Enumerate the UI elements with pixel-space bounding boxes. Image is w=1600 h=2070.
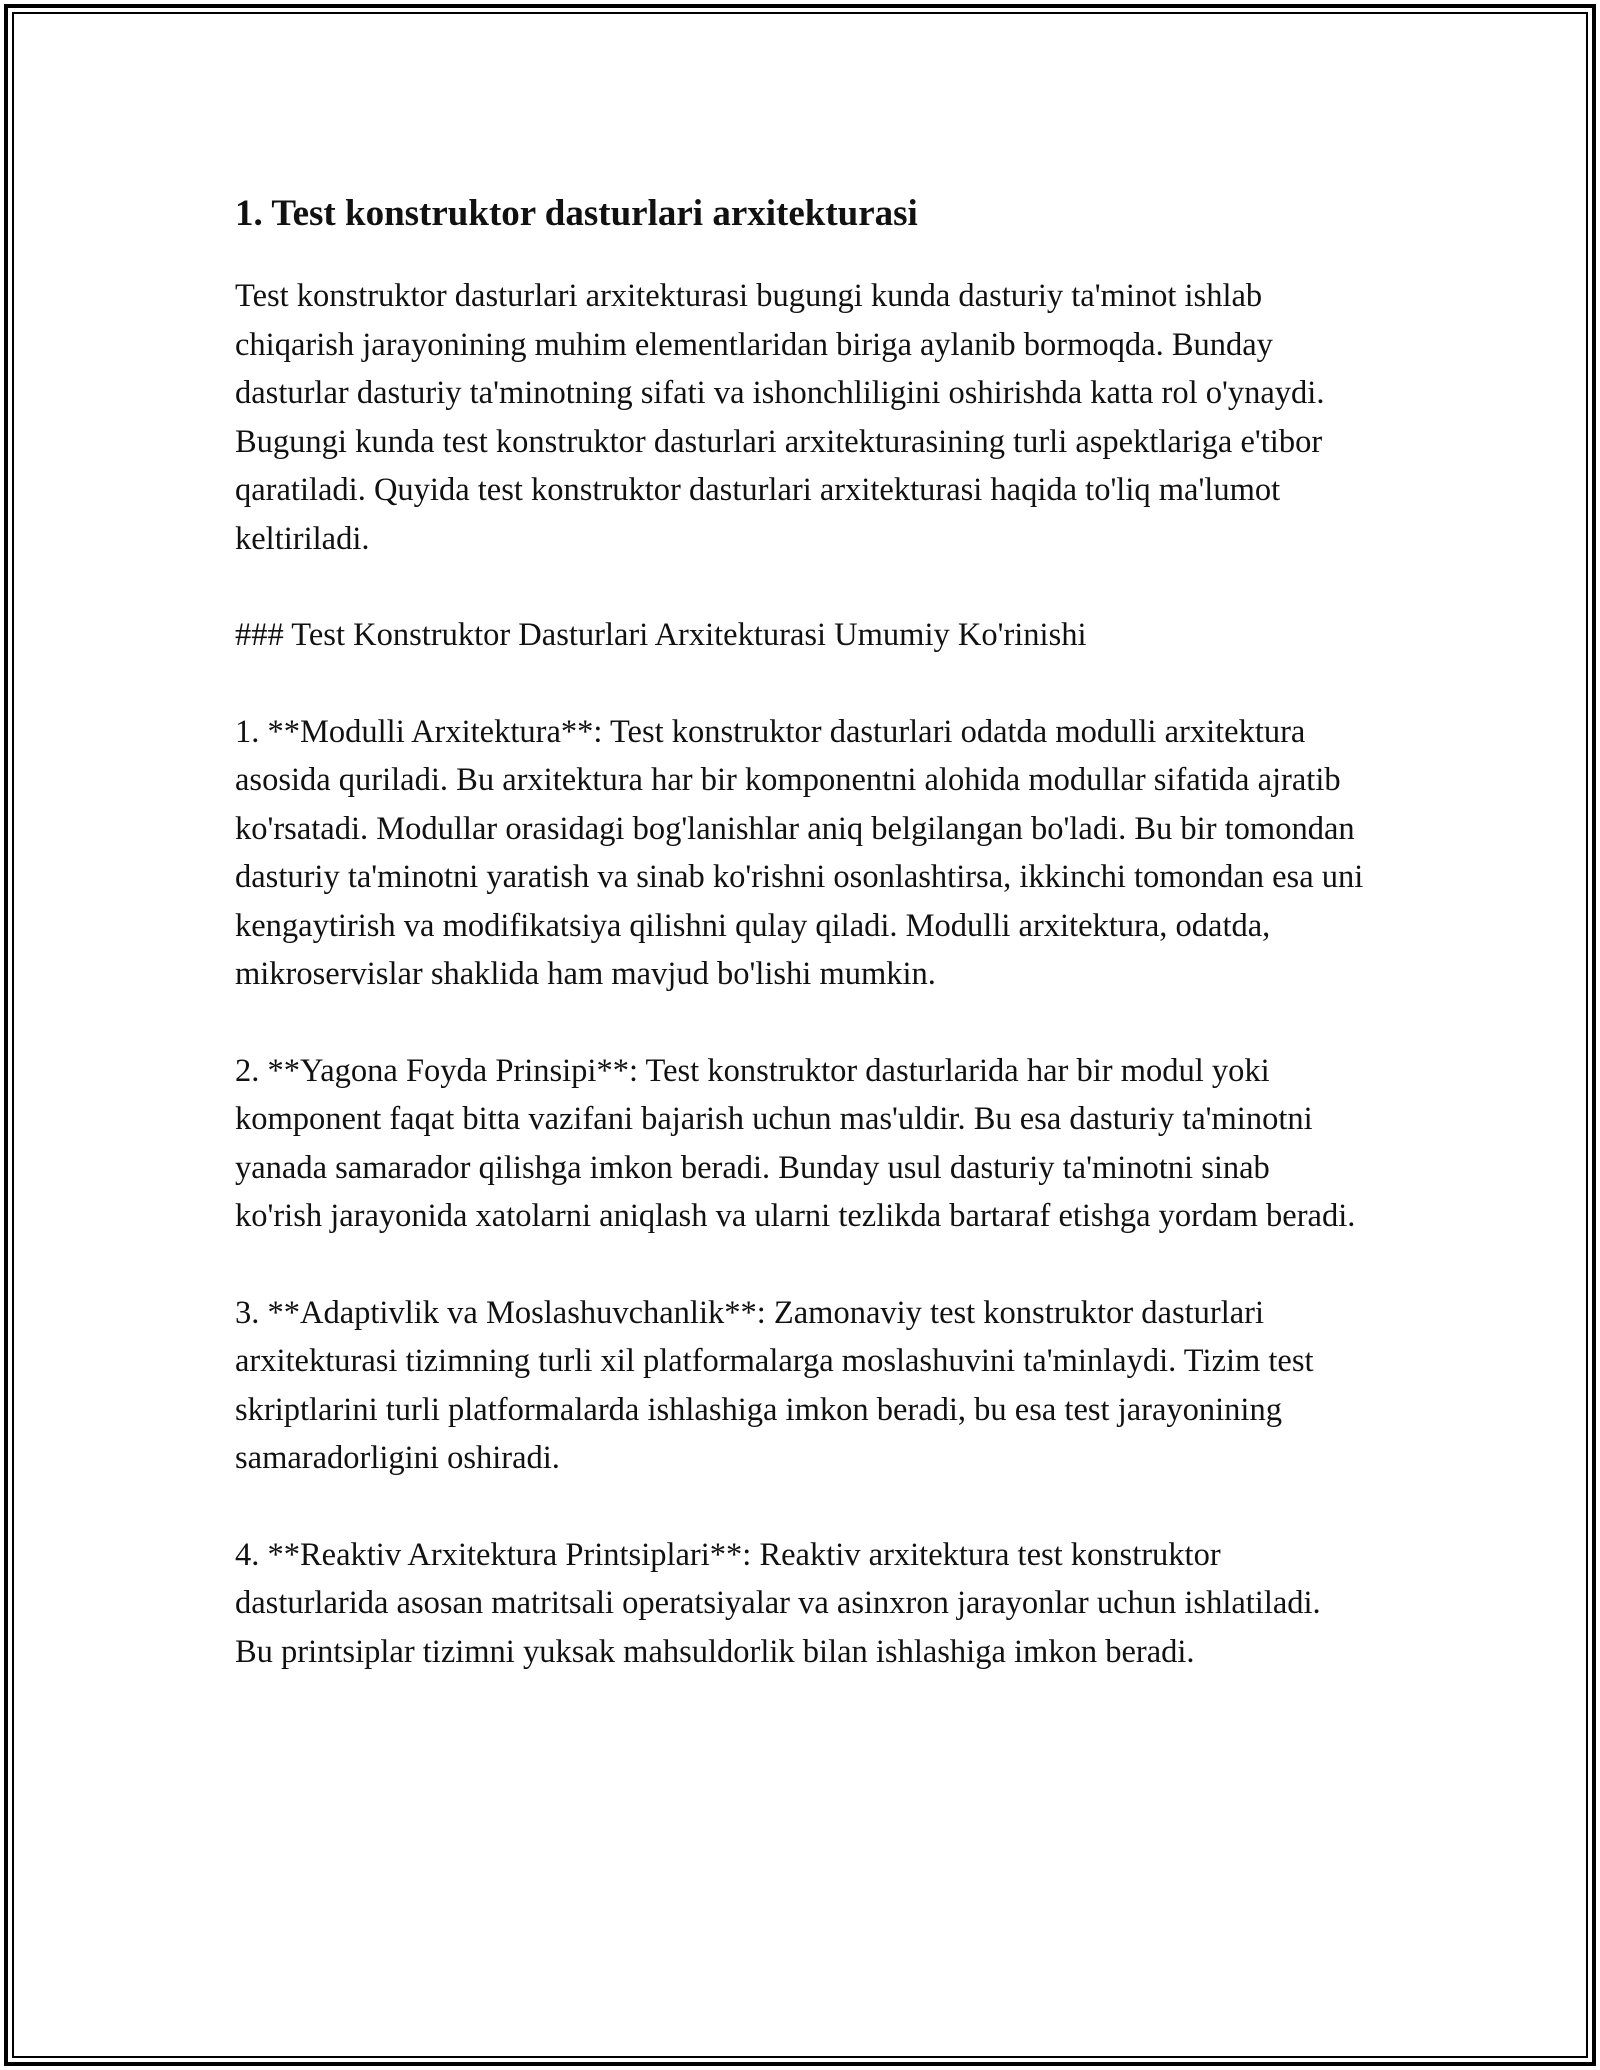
document-body [235,188,1365,1724]
intro-paragraph: Test konstruktor dasturlari arxitekturasi bugungi kunda dasturiy ta'minot ishlab chiqarish jarayonining muhim elementlaridan biriga aylanib bormoqda. Bunday dasturlar dasturiy ta'minotning sifati va ishonchliligini oshirishda katta rol o'ynaydi. Bugungi kunda test konstruktor dasturlari arxitekturasining turli aspektlariga e'tibor qaratiladi. Quyida test konstruktor dasturlari arxitekturasi haqida to'liq ma'lumot keltiriladi. [235,278,1325,557]
section-heading-paragraph: ### Test Konstruktor Dasturlari Arxitekturasi Umumiy Ko'rinishi [235,617,1087,653]
modular-architecture-paragraph: 1. **Modulli Arxitektura**: Test konstruktor dasturlari odatda modulli arxitektura asosida quriladi. Bu arxitektura har bir komponentni alohida modullar sifatida ajratib ko'rsatadi. Modullar orasidagi bog'lanishlar aniq belgilangan bo'ladi. Bu bir tomondan dasturiy ta'minotni yaratish va sinab ko'rishni osonlashtirsa, ikkinchi tomondan esa uni kengaytirish va modifikatsiya qilishni qulay qiladi. Modulli arxitektura, odatda, mikroservislar shaklida ham mavjud bo'lishi mumkin. [235,713,1364,992]
single-responsibility-paragraph: 2. **Yagona Foyda Prinsipi**: Test konstruktor dasturlarida har bir modul yoki komponent faqat bitta vazifani bajarish uchun mas'uldir. Bu esa dasturiy ta'minotni yanada samarador qilishga imkon beradi. Bunday usul dasturiy ta'minotni sinab ko'rish jarayonida xatolarni aniqlash va ularni tezlikda bartaraf etishga yordam beradi. [235,1052,1356,1234]
adaptivity-paragraph: 3. **Adaptivlik va Moslashuvchanlik**: Zamonaviy test konstruktor dasturlari arxitekturasi tizimning turli xil platformalarga moslashuvini ta'minlaydi. Tizim test skriptlarini turli platformalarda ishlashiga imkon beradi, bu esa test jarayonining samaradorligini oshiradi. [235,1294,1314,1476]
reactive-architecture-paragraph: 4. **Reaktiv Arxitektura Printsiplari**: Reaktiv arxitektura test konstruktor dasturlarida asosan matritsali operatsiyalar va asinxron jarayonlar uchun ishlatiladi. Bu printsiplar tizimni yuksak mahsuldorlik bilan ishlashiga imkon beradi. [235,1536,1321,1670]
document-title: 1. Test konstruktor dasturlari arxitekturasi [235,193,918,234]
